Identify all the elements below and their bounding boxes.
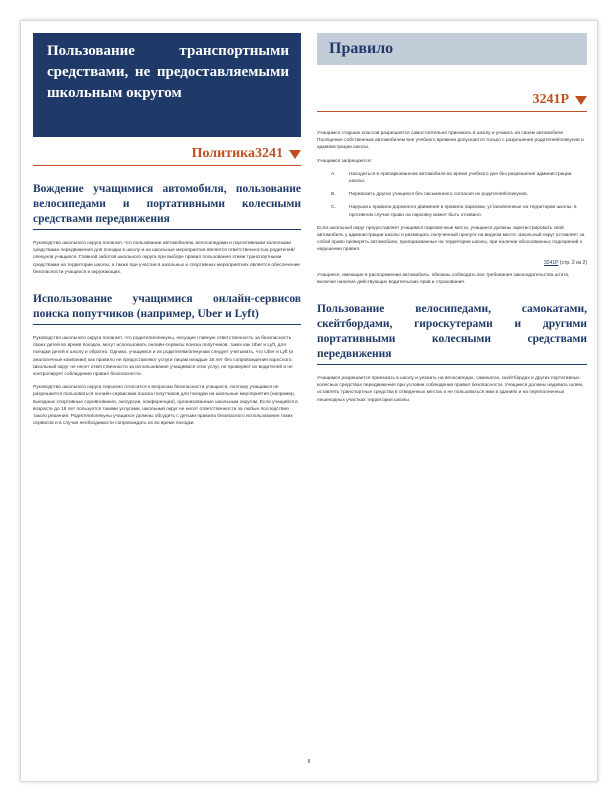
list-text: Нарушать правила дорожного движения и правила парковки, установленные на территории школы; в противном случае право на парковку может быть отозвано.: [349, 205, 577, 218]
list-text: Находиться в припаркованном автомобиле во время учебного дня без разрешения администрации школы.: [349, 171, 572, 185]
section-heading: Пользование велосипедами, самокатами, скейтбордами, гироскутерами и другими портативными колесными средствами передвижения: [317, 302, 587, 365]
rule-intro: [317, 130, 587, 165]
body-paragraph: Руководство школьного округа полагает, что родители/опекуны, несущие главную ответственность за безопасность своих детей во время поездок, могут использовать онлайн-сервисы поиска попутчиков, таких как Uber и Lyft, для поездки детей в школу и обратно. Однако, учащимся и их родителям/опекунам следует учитывать, что Uber и Lyft (и аналогичные компании) как правило не предоставляют услуги лицам младше 18 лет без сопровождения взрослого. Школьный округ не несет ответственности за использование учащимися этих услуг, не проверяет их водителей и не контролирует соблюдение правил безопасности.: [33, 336, 294, 378]
section-bicycles: [317, 302, 587, 404]
document-page: [20, 20, 598, 782]
triangle-down-icon: [575, 96, 587, 105]
list-letter: B.: [331, 192, 336, 198]
policy-title: Пользование транспортными средствами, не предоставляемыми школьным округом: [47, 43, 289, 101]
rule-title-banner: [317, 33, 587, 65]
page-footer: [21, 759, 597, 765]
rule-list: [317, 171, 587, 219]
rule-after-ref: [317, 272, 587, 286]
body-paragraph: Учащимся запрещается:: [317, 158, 372, 164]
list-item: [317, 171, 587, 185]
policy-number: Политика3241: [191, 146, 283, 161]
page-ref-suffix: (стр. 2 из 2): [559, 259, 587, 266]
rule-after-list: [317, 225, 587, 254]
body-paragraph: Учащимся старших классов разрешается самостоятельно приезжать в школу и уезжать на своем автомобиле. Посещение собственным автомобилем вне учебного времени допускается только с разрешения родителей/опекунов и администрации школы.: [317, 131, 584, 151]
rule-number-row: [317, 89, 587, 112]
list-item: [317, 191, 587, 198]
rule-number: 3241Р: [532, 92, 569, 107]
rule-title: Правило: [329, 40, 394, 57]
page-ref-row: [317, 260, 587, 272]
policy-number-row: [33, 143, 301, 166]
right-column: [317, 33, 587, 410]
list-text: Перевозить других учащихся без письменного согласия их родителей/опекунов.: [349, 192, 529, 198]
body-paragraph: Если школьный округ предоставляет учащимся парковочные места, учащиеся должны зарегистрировать свой автомобиль у администрации школы и размещать полученный пропуск на видном месте. Школьный округ оставляет за собой право проверять автомобили, припаркованные на территории школы, при наличии обоснованных подозрений о нарушении правил.: [317, 225, 585, 253]
body-paragraph: Учащиеся, имеющие в распоряжении автомобиль, обязаны соблюдать все требования законодательства штата, включая наличие действующих водительских прав и страхования.: [317, 272, 570, 285]
section-heading: Использование учащимися онлайн-сервисов поиска попутчиков (например, Uber и Lyft): [33, 292, 301, 325]
policy-title-banner: [33, 33, 301, 137]
section-rideshare: [33, 292, 301, 427]
page-number: II: [307, 759, 311, 765]
list-letter: C.: [331, 205, 336, 211]
section-heading: Вождение учащимися автомобиля, пользование велосипедами и портативными колесными средствами передвижения: [33, 182, 301, 230]
left-column: [33, 33, 301, 433]
triangle-down-icon: [289, 150, 301, 159]
body-paragraph: Руководство школьного округа полагает, что пользование автомобилем, велосипедами и портативными колесными средствами передвижения для поездки в школу и на школьные мероприятия является ответственностью родителей/опекунов учащихся. Главной заботой школьного округа при выборе правил пользования этими транспортными средствами на территории школы, а также при участии в школьных и спортивных мероприятиях является обеспечение безопасности учащихся и окружающих.: [33, 241, 301, 275]
body-paragraph: Учащимся разрешается приезжать в школу и уезжать на велосипедах, самокатах, скейтбордах и других портативных колесных средствах передвижения при условии соблюдения правил безопасности. Учащиеся должны надевать шлем, оставлять транспортные средства в отведенных местах и не пользоваться ими в зданиях и на переполненных пешеходных участках территории школы.: [317, 376, 584, 403]
page-ref: [544, 260, 587, 266]
body-paragraph: Руководство школьного округа серьезно относится к вопросам безопасности учащихся, поэтому учащимся не разрешается пользоваться онлайн-сервисами поиска попутчиков для поездки на школьные мероприятия (например, выездные спортивные соревнования, экскурсии, конференции), организованные школьным округом. Если учащийся в возрасте до 18 лет пользуется такими услугами, школьный округ не несет ответственности за любые последствия такого решения. Родители/опекуны учащихся должны обсудить с детьми правила безопасного использования таких сервисов и в случае необходимости сопровождать их во время поездки.: [33, 385, 298, 427]
list-letter: A.: [331, 171, 336, 177]
section-driving: [33, 182, 301, 276]
rule-ref-link[interactable]: 3241Р: [544, 259, 559, 266]
list-item: [317, 204, 587, 218]
